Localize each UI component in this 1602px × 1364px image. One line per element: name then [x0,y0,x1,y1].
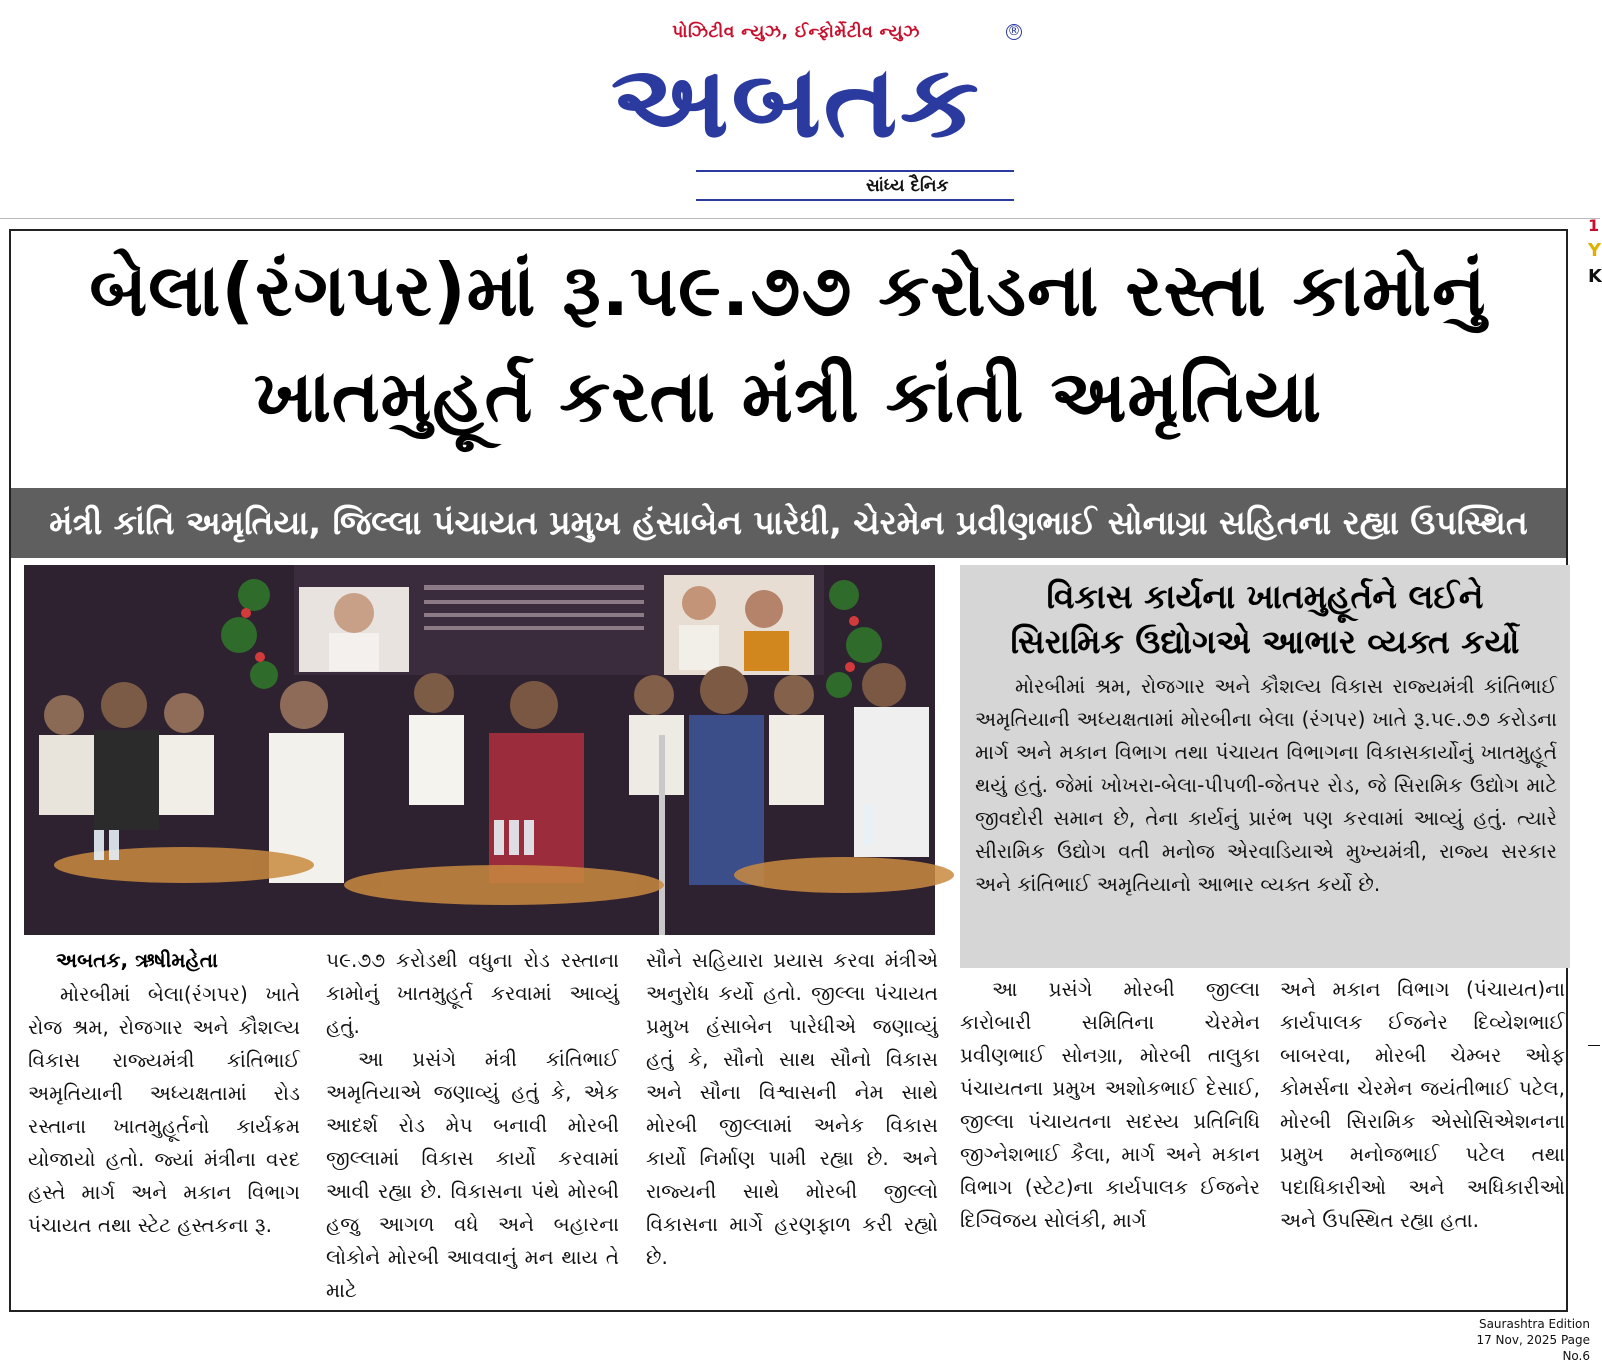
sidebar-title-line-1: વિકાસ કાર્યના ખાતમુહૂર્તને લઈને [1046,577,1484,616]
column-5-paragraph: અને મકાન વિભાગ (પંચાયત)ના કાર્યપાલક ઈજનેર દિવ્યેશભાઈ બાબરવા, મોરબી ચેમ્બર ઓફ કોમર્સના ચેરમેન જયંતીભાઈ પટેલ, મોરબી સિરામિક એસોસિએશનના પ્રમુખ મનોજભાઈ પટેલ તથા પદાધિકારીઓ અને અધિકારીઓ અને ઉપસ્થિત રહ્યા હતા. [1280,977,1565,1232]
column-2-paragraph-1: ૫૯.૭૭ કરોડથી વધુના રોડ રસ્તાના કામોનું ખાતમુહૂર્ત કરવામાં આવ્યું હતું. [326,948,619,1038]
newspaper-logo[interactable]: અબતક [610,43,982,160]
neighbor-fragment-black: K [1588,266,1602,287]
edition-type: સાંધ્ય દૈનિક [866,176,949,196]
article-column-4: આ પ્રસંગે મોરબી જીલ્લા કારોબારી સમિતિના ચેરમેન પ્રવીણભાઈ સોનગ્રા, મોરબી તાલુકા પંચાયતના પ્રમુખ અશોકભાઈ દેસાઈ, જીલ્લા પંચાયતના સદસ્ય પ્રતિનિધિ જીગ્નેશભાઈ કૈલા, માર્ગ અને મકાન વિભાગ (સ્ટેટ)ના કાર્યપાલક ઈજનેર દિગ્વિજય સોલંકી, માર્ગ [960,977,1260,1232]
sidebar-title-line-2: સિરામિક ઉદ્યોગએ આભાર વ્યક્ત કર્યો [1010,622,1520,661]
logo-rule [696,170,1014,172]
column-3-paragraph: સૌને સહિયારા પ્રયાસ કરવા મંત્રીએ અનુરોધ કર્યો હતો. જીલ્લા પંચાયત પ્રમુખ હંસાબેન પારેધીએ જણાવ્યું હતું કે, સૌનો સાથ સૌનો વિકાસ અને સૌના વિશ્વાસની નેમ સાથે મોરબી જીલ્લામાં અનેક વિકાસ કાર્યો નિર્માણ પામી રહ્યા છે. અને રાજ્યની સાથે મોરબી જીલ્લો વિકાસના માર્ગે હરણફાળ કરી રહ્યો છે. [646,948,938,1269]
headline-line-1: બેલા(રંગપર)માં રૂ.૫૯.૭૭ કરોડના રસ્તા કામોનું [89,248,1487,332]
footer-edition: Saurashtra Edition [1478,1317,1590,1331]
logo-rule-bottom [696,199,1014,201]
page-footer [1460,1316,1590,1364]
article-column-2 [326,944,619,1307]
masthead-divider [0,218,1600,219]
headline-line-2: ખાતમુહૂર્ત કરતા મંત્રી કાંતી અમૃતિયા [254,354,1322,438]
footer-date-page: 17 Nov, 2025 Page No.6 [1476,1333,1590,1363]
article-subheadline: મંત્રી કાંતિ અમૃતિયા, જિલ્લા પંચાયત પ્રમુખ હંસાબેન પારેધી, ચેરમેન પ્રવીણભાઈ સોનાગ્રા સહિતના રહ્યા ઉપસ્થિત [11,488,1566,558]
sidebar-body: મોરબીમાં શ્રમ, રોજગાર અને કૌશલ્ય વિકાસ રાજ્યમંત્રી કાંતિભાઈ અમૃતિયાની અધ્યક્ષતામાં મોરબીના બેલા (રંગપર) ખાતે રૂ.૫૯.૭૭ કરોડના માર્ગ અને મકાન વિભાગ તથા પંચાયત વિભાગના વિકાસકાર્યોનું ખાતમુહૂર્ત થયું હતું. જેમાં ખોખરા-બેલા-પીપળી-જેતપર રોડ, જે સિરામિક ઉદ્યોગ માટે જીવદોરી સમાન છે, તેના કાર્યનું પ્રારંભ પણ કરવામાં આવ્યું હતું. ત્યારે સીરામિક ઉદ્યોગ વતી મનોજ એરવાડિયાએ મુખ્યમંત્રી, રાજ્ય સરકાર અને કાંતિભાઈ અમૃતિયાનો આભાર વ્યક્ત કર્યો છે. [975,674,1557,896]
neighbor-fragment-yellow: Y [1588,240,1602,261]
event-photo [24,565,935,935]
column-2-paragraph-2: આ પ્રસંગે મંત્રી કાંતિભાઈ અમૃતિયાએ જણાવ્યું હતું કે, એક આદર્શ રોડ મેપ બનાવી મોરબી જીલ્લામાં વિકાસ કાર્યો કરવામાં આવી રહ્યા છે. વિકાસના પંથે મોરબી હજુ આગળ વધે અને બહારના લોકોને મોરબી આવવાનું મન થાય તે માટે [326,1047,619,1302]
article-headline [18,237,1558,449]
article-column-1: મોરબીમાં બેલા(રંગપર) ખાતે રોજ શ્રમ, રોજગાર અને કૌશલ્ય વિકાસ રાજ્યમંત્રી કાંતિભાઈ અમૃતિયાની અધ્યક્ષતામાં રોડ રસ્તાના ખાતમુહૂર્તનો કાર્યક્રમ યોજાયો હતો. જ્યાં મંત્રીના વરદ હસ્તે માર્ગ અને મકાન વિભાગ પંચાયત તથા સ્ટેટ હસ્તકના રૂ. [28,982,300,1237]
neighbor-fragment-red: 1 [1588,216,1600,235]
neighbor-fragment-rule [1588,1045,1600,1046]
registered-mark: ® [1007,24,1021,39]
article-column-5 [1280,973,1565,1237]
article-column-3 [646,944,938,1274]
masthead-tagline: પોઝિટીવ ન્યુઝ, ઈન્ફોર્મેટીવ ન્યુઝ [672,22,920,42]
article-byline: અબતક, ઋષીમહેતા [56,948,218,972]
event-photo-illustration [24,565,935,935]
sidebar-title [975,574,1555,664]
